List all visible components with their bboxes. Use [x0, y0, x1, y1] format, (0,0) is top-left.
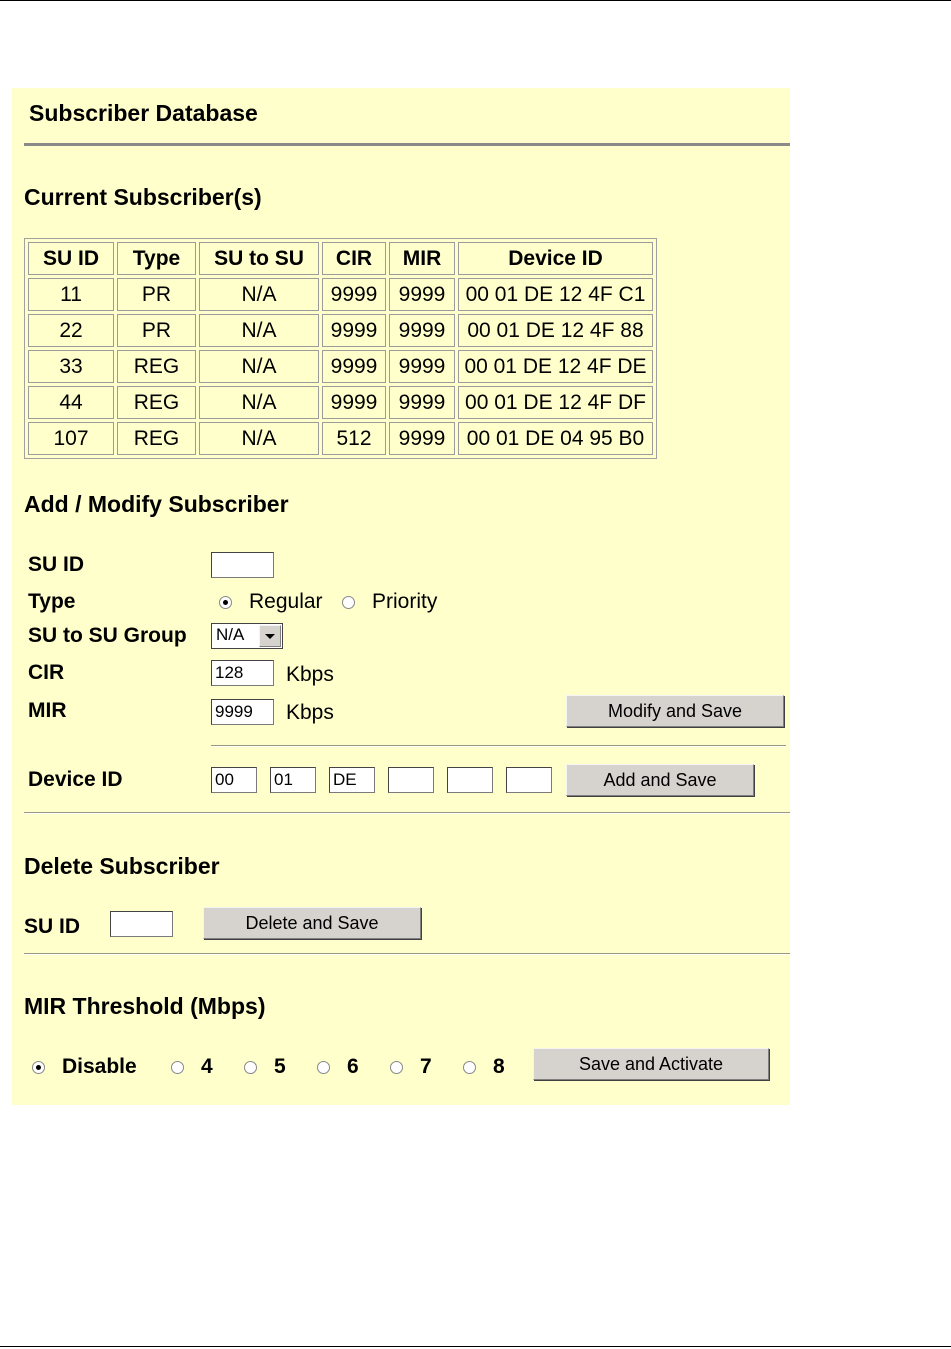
subscriber-database-panel	[12, 88, 790, 1105]
device-id-octet-2[interactable]: 01	[270, 767, 316, 793]
device-id-label: Device ID	[28, 768, 123, 791]
add-modify-heading: Add / Modify Subscriber	[24, 491, 289, 517]
type-priority-label: Priority	[372, 590, 438, 613]
cell-su-id: 44	[28, 386, 114, 419]
cell-device-id: 00 01 DE 12 4F DF	[458, 386, 653, 419]
table-row	[28, 278, 653, 311]
cell-type: REG	[117, 386, 196, 419]
cell-type: REG	[117, 422, 196, 455]
mir-threshold-6-radio[interactable]	[317, 1061, 330, 1074]
page-bottom-rule	[0, 1346, 951, 1347]
cell-su-to-su: N/A	[199, 278, 319, 311]
mir-threshold-6-label: 6	[347, 1055, 359, 1078]
column-header-mir: MIR	[389, 242, 455, 275]
section-divider	[24, 953, 790, 955]
cell-su-id: 33	[28, 350, 114, 383]
column-header-type: Type	[117, 242, 196, 275]
device-id-octet-5[interactable]	[447, 767, 493, 793]
cell-cir: 9999	[322, 350, 386, 383]
table-row	[28, 386, 653, 419]
type-label: Type	[28, 590, 76, 613]
table-row	[28, 350, 653, 383]
cell-su-to-su: N/A	[199, 350, 319, 383]
add-and-save-button[interactable]: Add and Save	[566, 764, 754, 796]
su-to-su-group-value: N/A	[216, 625, 245, 644]
type-regular-radio[interactable]	[219, 596, 232, 609]
mir-threshold-heading: MIR Threshold (Mbps)	[24, 993, 266, 1019]
type-priority-radio[interactable]	[342, 596, 355, 609]
table-row	[28, 314, 653, 347]
cell-cir: 9999	[322, 278, 386, 311]
column-header-su-to-su: SU to SU	[199, 242, 319, 275]
delete-su-id-input[interactable]	[110, 911, 173, 937]
su-id-input[interactable]	[211, 552, 274, 578]
cell-device-id: 00 01 DE 12 4F 88	[458, 314, 653, 347]
mir-threshold-8-radio[interactable]	[463, 1061, 476, 1074]
cell-mir: 9999	[389, 422, 455, 455]
mir-threshold-5-radio[interactable]	[244, 1061, 257, 1074]
mir-threshold-7-radio[interactable]	[390, 1061, 403, 1074]
modify-and-save-button[interactable]: Modify and Save	[566, 695, 784, 727]
cell-mir: 9999	[389, 314, 455, 347]
cell-mir: 9999	[389, 350, 455, 383]
cell-device-id: 00 01 DE 12 4F C1	[458, 278, 653, 311]
subscriber-table	[24, 238, 657, 459]
mir-threshold-7-label: 7	[420, 1055, 432, 1078]
save-and-activate-button[interactable]: Save and Activate	[533, 1048, 769, 1080]
mir-threshold-disable-label: Disable	[62, 1055, 137, 1078]
column-header-cir: CIR	[322, 242, 386, 275]
device-id-divider	[211, 745, 786, 747]
cell-device-id: 00 01 DE 12 4F DE	[458, 350, 653, 383]
type-regular-label: Regular	[249, 590, 323, 613]
mir-threshold-4-label: 4	[201, 1055, 213, 1078]
cell-type: PR	[117, 314, 196, 347]
cell-su-to-su: N/A	[199, 314, 319, 347]
mir-label: MIR	[28, 699, 67, 722]
cell-su-id: 22	[28, 314, 114, 347]
device-id-octet-4[interactable]	[388, 767, 434, 793]
cell-mir: 9999	[389, 278, 455, 311]
device-id-octet-1[interactable]: 00	[211, 767, 257, 793]
cell-cir: 9999	[322, 386, 386, 419]
su-id-label: SU ID	[28, 553, 85, 576]
device-id-octet-3[interactable]: DE	[329, 767, 375, 793]
cir-label: CIR	[28, 661, 65, 684]
chevron-down-icon[interactable]	[259, 625, 281, 647]
mir-threshold-disable-radio[interactable]	[32, 1061, 45, 1074]
page-top-rule	[0, 0, 951, 1]
mir-unit: Kbps	[286, 701, 334, 724]
mir-threshold-8-label: 8	[493, 1055, 505, 1078]
cell-su-id: 107	[28, 422, 114, 455]
title-divider	[24, 143, 790, 146]
cell-type: REG	[117, 350, 196, 383]
cell-su-id: 11	[28, 278, 114, 311]
delete-subscriber-heading: Delete Subscriber	[24, 853, 220, 879]
current-subscribers-heading: Current Subscriber(s)	[24, 184, 262, 210]
mir-threshold-5-label: 5	[274, 1055, 286, 1078]
page-title: Subscriber Database	[29, 100, 258, 126]
cell-cir: 512	[322, 422, 386, 455]
delete-and-save-button[interactable]: Delete and Save	[203, 907, 421, 939]
cir-input[interactable]: 128	[211, 660, 274, 686]
cell-su-to-su: N/A	[199, 422, 319, 455]
su-to-su-group-label: SU to SU Group	[28, 624, 187, 647]
cir-unit: Kbps	[286, 663, 334, 686]
cell-device-id: 00 01 DE 04 95 B0	[458, 422, 653, 455]
cell-type: PR	[117, 278, 196, 311]
section-divider	[24, 812, 790, 814]
device-id-octet-6[interactable]	[506, 767, 552, 793]
table-header-row	[28, 242, 653, 275]
cell-mir: 9999	[389, 386, 455, 419]
delete-su-id-label: SU ID	[24, 915, 81, 938]
cell-su-to-su: N/A	[199, 386, 319, 419]
column-header-device-id: Device ID	[458, 242, 653, 275]
cell-cir: 9999	[322, 314, 386, 347]
mir-threshold-4-radio[interactable]	[171, 1061, 184, 1074]
column-header-su-id: SU ID	[28, 242, 114, 275]
mir-input[interactable]: 9999	[211, 699, 274, 725]
table-row	[28, 422, 653, 455]
su-to-su-group-select[interactable]	[211, 623, 283, 649]
